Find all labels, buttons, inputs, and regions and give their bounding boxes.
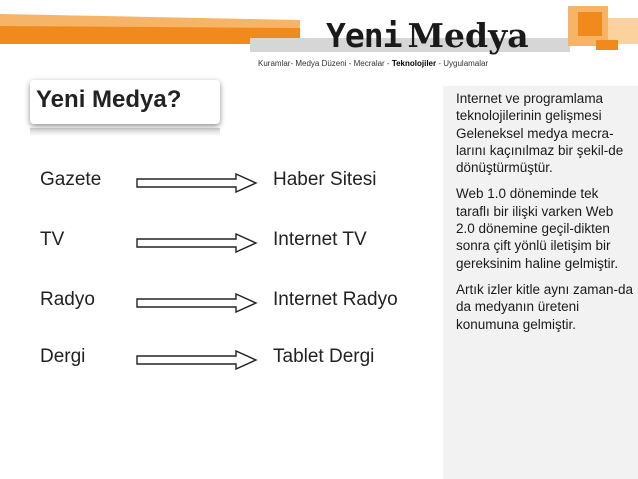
side-paragraph-2: Web 1.0 döneminde tek taraflı bir ilişki varken Web 2.0 dönemine geçil-dikten sonra çift yönlü iletişim bir gereksinim haline gelmiştir. xyxy=(456,186,619,271)
media-from: Gazete xyxy=(40,169,102,190)
header-decoration xyxy=(0,0,638,60)
side-paragraph-3: Artık izler kitle aynı zaman-da da medyanın üreteni konumuna gelmiştir. xyxy=(456,281,634,332)
media-to: Internet Radyo xyxy=(273,289,398,310)
page-title: Yeni Medya? xyxy=(36,86,182,113)
media-row xyxy=(0,229,440,255)
media-from: TV xyxy=(40,229,65,250)
media-from: Radyo xyxy=(40,289,95,310)
media-to: Haber Sitesi xyxy=(273,169,377,190)
header-bar xyxy=(0,0,638,60)
media-row xyxy=(0,289,440,315)
arrow-icon xyxy=(136,293,258,313)
side-paragraph-1: Internet ve programlama teknolojilerinin gelişmesi Geleneksel medya mecra-larını kaçınılmaz bir şekil-de dönüştürmüştür. xyxy=(456,91,624,176)
breadcrumb-pre: Kuramlar- Medya Düzeni - Mecralar - xyxy=(258,59,392,68)
side-text xyxy=(456,90,634,342)
breadcrumb-active: Teknolojiler xyxy=(391,59,437,68)
media-to: Internet TV xyxy=(273,229,367,250)
breadcrumb-post: - Uygulamalar xyxy=(436,59,489,68)
breadcrumb xyxy=(258,59,488,68)
media-from: Dergi xyxy=(40,346,86,367)
media-row xyxy=(0,169,440,195)
media-row xyxy=(0,346,440,372)
title-shadow xyxy=(30,128,220,136)
arrow-icon xyxy=(136,233,258,253)
arrow-icon xyxy=(136,173,258,193)
brand-logo xyxy=(326,16,529,56)
media-to: Tablet Dergi xyxy=(273,346,375,367)
brand-yeni: Yeni xyxy=(326,16,402,55)
brand-medya: Medya xyxy=(407,16,529,55)
arrow-icon xyxy=(136,350,258,370)
